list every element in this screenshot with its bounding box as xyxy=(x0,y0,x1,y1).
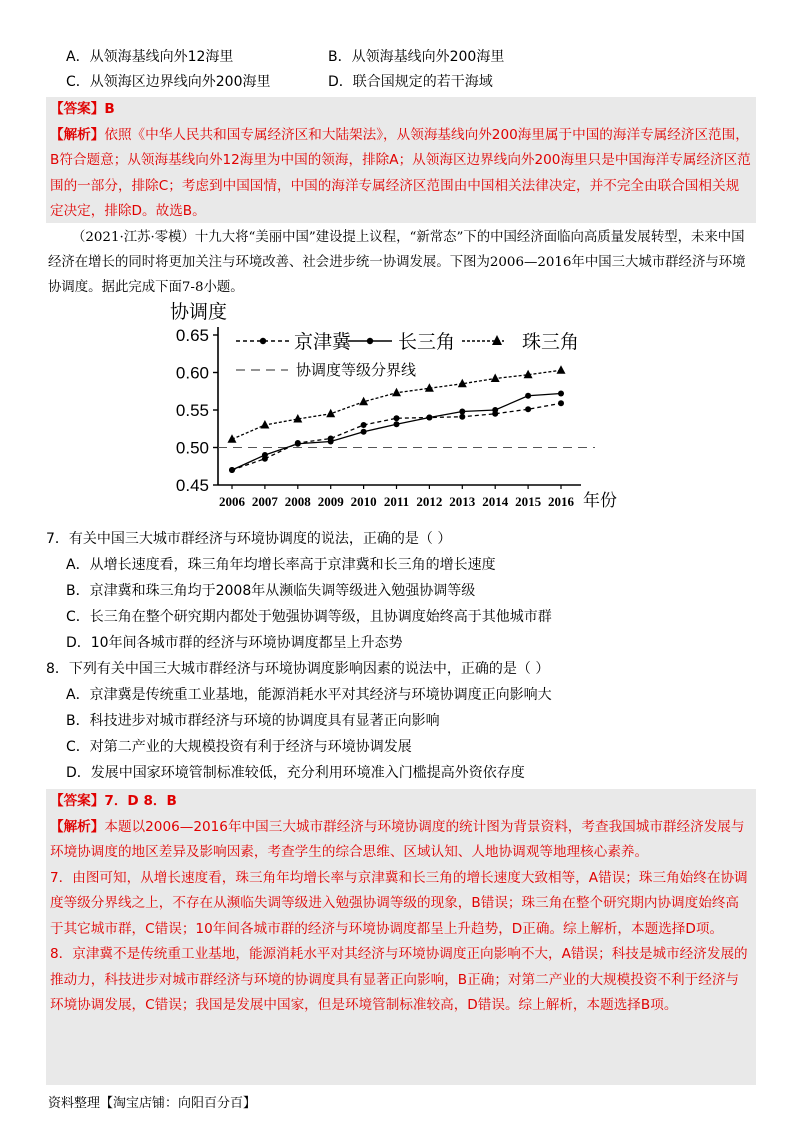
x-tick-label: 2015 xyxy=(515,494,542,509)
answer-box-2 xyxy=(46,789,756,1085)
series-0-point xyxy=(558,400,564,406)
q8-option-d: D．发展中国家环境管制标准较低，充分利用环境准入门槛提高外资依存度 xyxy=(66,765,525,781)
x-tick-label: 2008 xyxy=(284,494,311,509)
series-0-point xyxy=(394,415,400,421)
legend-marker-1 xyxy=(367,338,373,344)
y-tick-label: 0.60 xyxy=(175,363,209,383)
answer-value: B xyxy=(104,101,115,117)
x-tick-label: 2007 xyxy=(251,494,278,509)
q7-option-a: A．从增长速度看，珠三角年均增长率高于京津冀和长三角的增长速度 xyxy=(66,557,496,573)
x-axis-title: 年份 xyxy=(583,491,617,511)
analysis-label: 【解析】 xyxy=(50,126,105,143)
x-tick-label: 2012 xyxy=(416,494,443,509)
series-1-point xyxy=(295,441,301,447)
option-b: B．从领海基线向外200海里 xyxy=(328,49,505,65)
y-tick-label: 0.50 xyxy=(175,438,209,458)
x-tick-label: 2013 xyxy=(449,494,476,509)
series-2-point xyxy=(425,383,434,392)
analysis-label: 【解析】 xyxy=(50,818,105,835)
series-line-2 xyxy=(232,370,561,439)
y-axis-title: 协调度 xyxy=(170,301,228,323)
x-tick-label: 2009 xyxy=(317,494,344,509)
x-tick-label: 2011 xyxy=(383,494,410,509)
q8-option-b: B．科技进步对城市群经济与环境的协调度具有显著正向影响 xyxy=(66,713,440,729)
x-tick-label: 2014 xyxy=(482,494,509,509)
q8-option-a: A．京津冀是传统重工业基地，能源消耗水平对其经济与环境协调度正向影响大 xyxy=(66,687,552,703)
answer-box-1 xyxy=(46,97,756,223)
series-2-point xyxy=(491,374,500,383)
option-a: A．从领海基线向外12海里 xyxy=(66,49,234,65)
series-1-point xyxy=(459,409,465,415)
analysis-q8: 8．京津冀不是传统重工业基地，能源消耗水平对其经济与环境协调度正向影响不大，A错误；科技是城市经济发展的推动力，科技进步对城市群经济与环境的协调度具有显著正向影响，B正确；对第二产业的大规模投资不利于经济与环境协调发展，C错误；我国是发展中国家，但是环境管制标准较高，D错误。综上解析，本题选择B项。 xyxy=(50,946,748,1013)
y-tick-label: 0.45 xyxy=(175,476,209,495)
series-0-point xyxy=(525,406,531,412)
series-0-point xyxy=(361,422,367,428)
series-1-point xyxy=(229,467,235,473)
q7-option-b: B．京津冀和珠三角均于2008年从濒临失调等级进入勉强协调等级 xyxy=(66,583,476,599)
series-1-point xyxy=(328,439,334,445)
legend-label: 珠三角 xyxy=(522,331,580,353)
x-tick-label: 2016 xyxy=(548,494,574,509)
option-c: C．从领海区边界线向外200海里 xyxy=(66,74,271,90)
y-tick-label: 0.55 xyxy=(175,401,209,420)
series-2-point xyxy=(557,365,566,374)
question-7 xyxy=(46,526,752,656)
series-1-point xyxy=(492,407,498,413)
legend-label: 长三角 xyxy=(398,331,456,353)
question-8 xyxy=(46,656,752,786)
legend-marker-0 xyxy=(260,338,266,344)
prev-question-options xyxy=(66,45,504,95)
series-2-point xyxy=(260,420,269,429)
q7-option-c: C．长三角在整个研究期内都处于勉强协调等级，且协调度始终高于其他城市群 xyxy=(66,609,552,625)
series-line-0 xyxy=(232,403,561,470)
y-tick-label: 0.65 xyxy=(175,326,209,345)
q7-option-d: D．10年间各城市群的经济与环境协调度都呈上升态势 xyxy=(66,635,403,651)
series-2-point xyxy=(228,434,237,443)
q8-stem: 8．下列有关中国三大城市群经济与环境协调度影响因素的说法中，正确的是（ ） xyxy=(46,661,550,677)
series-1-point xyxy=(525,393,531,399)
series-1-point xyxy=(361,429,367,435)
q8-option-c: C．对第二产业的大规模投资有利于经济与环境协调发展 xyxy=(66,739,412,755)
coordination-chart xyxy=(170,297,632,517)
legend-threshold-label: 协调度等级分界线 xyxy=(296,361,417,379)
x-tick-label: 2006 xyxy=(219,494,245,509)
intro-text: （2021·江苏·零模）十九大将“美丽中国”建设提上议程，“新常态”下的中国经济面临向高质量发展转型，未来中国经济在增长的同时将更加关注与环境改善、社会进步统一协调发展。下图为2006—2016年中国三大城市群经济与环境协调度。据此完成下面7-8小题。 xyxy=(48,230,746,295)
series-0-point xyxy=(459,414,465,420)
legend-label: 京津冀 xyxy=(294,331,352,353)
question-intro xyxy=(48,225,754,300)
analysis-q7: 7．由图可知，从增长速度看，珠三角年均增长率与京津冀和长三角的增长速度大致相等，A错误；珠三角始终在协调度等级分界线之上，不存在从濒临失调等级进入勉强协调等级的现象，B错误；珠三角在整个研究期内协调度始终高于其它城市群，C错误；10年间各城市群的经济与环境协调度都呈上升趋势，D正确。综上解析，本题选择D项。 xyxy=(50,869,748,937)
legend-marker-2 xyxy=(492,335,502,345)
footer-source: 资料整理【淘宝店铺：向阳百分百】 xyxy=(48,1096,257,1111)
answer-value: 7．D 8．B xyxy=(104,793,177,809)
series-1-point xyxy=(426,415,432,421)
series-line-1 xyxy=(232,394,561,471)
series-1-point xyxy=(394,421,400,427)
x-tick-label: 2010 xyxy=(350,494,377,509)
series-2-point xyxy=(392,388,401,397)
series-1-point xyxy=(558,391,564,397)
series-1-point xyxy=(262,452,268,458)
analysis-intro: 本题以2006—2016年中国三大城市群经济与环境协调度的统计图为背景资料，考查我国城市群经济发展与环境协调度的地区差异及影响因素，考查学生的综合思维、区域认知、人地协调观等地理核心素养。 xyxy=(50,818,745,860)
q7-stem: 7．有关中国三大城市群经济与环境协调度的说法，正确的是（ ） xyxy=(46,531,452,547)
analysis-text: 依照《中华人民共和国专属经济区和大陆架法》，从领海基线向外200海里属于中国的海洋专属经济区范围，B符合题意；从领海基线向外12海里为中国的领海，排除A；从领海区边界线向外200海里只是中国海洋专属经济区范围的一部分，排除C；考虑到中国国情，中国的海洋专属经济区范围由中国相关法律决定，并不完全由联合国相关规定决定，排除D。故选B。 xyxy=(50,126,751,219)
answer-label: 【答案】 xyxy=(50,793,105,809)
option-d: D．联合国规定的若干海域 xyxy=(328,74,493,90)
answer-label: 【答案】 xyxy=(50,101,105,117)
